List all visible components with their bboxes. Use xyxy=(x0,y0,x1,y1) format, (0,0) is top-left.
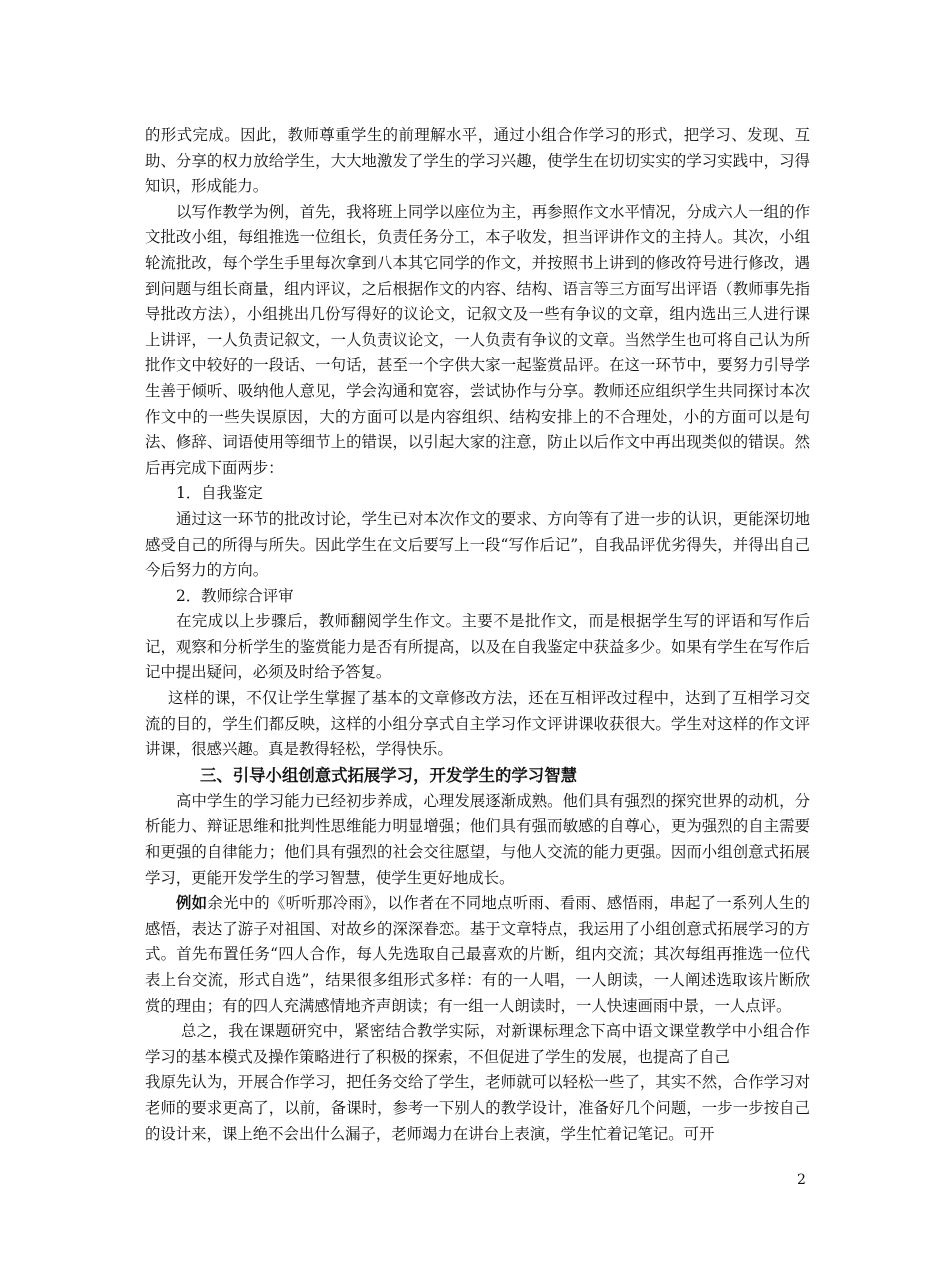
paragraph: 在完成以上步骤后，教师翻阅学生作文。主要不是批作文，而是根据学生写的评语和写作后记，观察和分析学生的鉴赏能力是否有所提高，以及在自我鉴定中获益多少。如果有学生在写作后记中提出疑问，必须及时给予答复。 xyxy=(145,612,810,682)
body-text xyxy=(145,123,810,1147)
example-text: 余光中的《听听那冷雨》，以作者在不同地点听雨、看雨、感悟雨，串起了一系列人生的感悟，表达了游子对祖国、对故乡的深深眷恋。基于文章特点，我运用了小组创意式拓展学习的方式。首先布置任务“四人合作，每人先选取自己最喜欢的片断，组内交流；其次每组再推选一位代表上台交流，形式自选”，结果很多组形式多样：有的一人唱，一人朗读，一人阐述选取该片断欣赏的理由；有的四人充满感情地齐声朗读；有一组一人朗读时，一人快速画雨中景，一人点评。 xyxy=(145,894,810,1015)
paragraph: 的形式完成。因此，教师尊重学生的前理解水平，通过小组合作学习的形式，把学习、发现、互助、分享的权力放给学生，大大地激发了学生的学习兴趣，使学生在切切实实的学习实践中，习得知识，形成能力。 xyxy=(145,126,810,196)
paragraph: 这样的课，不仅让学生掌握了基本的文章修改方法，还在互相评改过程中，达到了互相学习交流的目的，学生们都反映，这样的小组分享式自主学习作文评讲课收获很大。学生对这样的作文评讲课，很感兴趣。真是教得轻松，学得快乐。 xyxy=(145,689,810,759)
paragraph: 通过这一环节的批改讨论，学生已对本次作文的要求、方向等有了进一步的认识，更能深切地感受自己的所得与所失。因此学生在文后要写上一段“写作后记”，自我品评优劣得失，并得出自己今后努力的方向。 xyxy=(145,509,810,580)
paragraph: 我原先认为，开展合作学习，把任务交给了学生，老师就可以轻松一些了，其实不然，合作学习对老师的要求更高了，以前，备课时，参考一下别人的教学设计，准备好几个问题，一步一步按自己的设计来，课上绝不会出什么漏子，老师竭力在讲台上表演，学生忙着记笔记。可开 xyxy=(145,1073,810,1143)
list-item-self-assessment: 1．自我鉴定 xyxy=(176,484,263,503)
paragraph: 以写作教学为例，首先，我将班上同学以座位为主，再参照作文水平情况，分成六人一组的作文批改小组，每组推选一位组长，负责任务分工，本子收发，担当评讲作文的主持人。其次，小组轮流批改，每个学生手里每次拿到八本其它同学的作文，并按照书上讲到的修改符号进行修改，遇到问题与组长商量，组内评议，之后根据作文的内容、结构、语言等三方面写出评语（教师事先指导批改方法），小组挑出几份写得好的议论文，记叙文及一些有争议的文章，组内选出三人进行课上讲评，一人负责记叙文，一人负责议论文，一人负责有争议的文章。当然学生也可将自己认为所批作文中较好的一段话、一句话，甚至一个字供大家一起鉴赏品评。在这一环节中，要努力引导学生善于倾听、吸纳他人意见，学会沟通和宽容，尝试协作与分享。教师还应组织学生共同探讨本次作文中的一些失误原因，大的方面可以是内容组织、结构安排上的不合理处，小的方面可以是句法、修辞、词语使用等细节上的错误，以引起大家的注意，防止以后作文中再出现类似的错误。然后再完成下面两步： xyxy=(145,202,810,477)
example-lead: 例如 xyxy=(176,894,208,913)
paragraph-example xyxy=(145,891,810,1019)
page-number: 2 xyxy=(797,1172,806,1188)
paragraph: 高中学生的学习能力已经初步养成，心理发展逐渐成熟。他们具有强烈的探究世界的动机，分析能力、辩证思维和批判性思维能力明显增强；他们具有强而敏感的自尊心，更为强烈的自主需要和更强的自律能力；他们具有强烈的社会交往愿望，与他人交流的能力更强。因而小组创意式拓展学习，更能开发学生的学习智慧，使学生更好地成长。 xyxy=(145,791,810,887)
list-item-teacher-review: 2．教师综合评审 xyxy=(176,586,294,605)
section-heading: 三、引导小组创意式拓展学习，开发学生的学习智慧 xyxy=(200,765,577,785)
paragraph: 总之，我在课题研究中，紧密结合教学实际，对新课标理念下高中语文课堂教学中小组合作学习的基本模式及操作策略进行了积极的探索，不但促进了学生的发展，也提高了自己 xyxy=(145,1022,810,1066)
